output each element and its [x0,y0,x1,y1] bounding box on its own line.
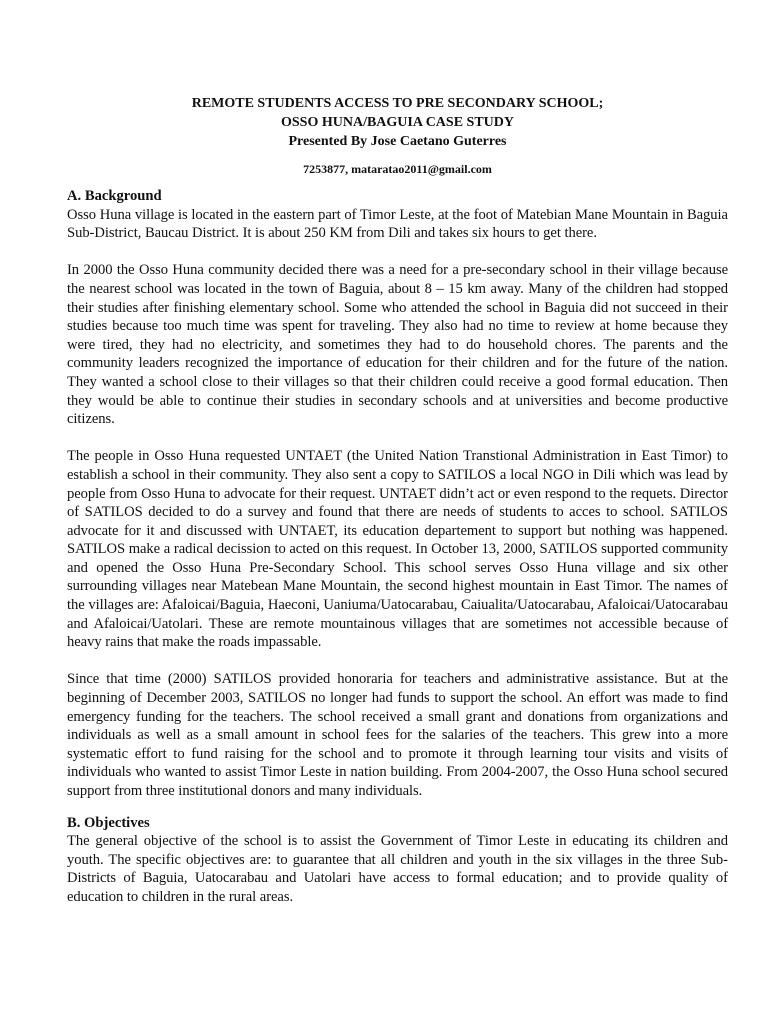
contact-info: 7253877, mataratao2011@gmail.com [303,162,492,176]
section-heading-background: A. Background [67,188,162,204]
title-line-3: Presented By Jose Caetano Guterres [288,134,507,149]
document-title [67,94,728,151]
background-paragraph-3: The people in Osso Huna requested UNTAET (the United Nation Transtional Administration in East Timor) to establish a school in their community. They also sent a copy to SATILOS a local NGO in Dili which was lead by people from Osso Huna to advocate for their request. UNTAET didn’t act or even respond to the requets. Director of SATILOS decided to do a survey and found that there are needs of students to acces to school. SATILOS advocate for it and discussed with UNTAET, its education departement to support but nothing was happened. SATILOS make a radical decission to acted on this request. In October 13, 2000, SATILOS supported community and opened the Osso Huna Pre-Secondary School. This school serves Osso Huna village and six other surrounding villages near Matebean Mane Mountain, the second highest mountain in East Timor. The names of the villages are: Afaloicai/Baguia, Haeconi, Uaniuma/Uatocarabau, Caiualita/Uatocarabau, Afaloicai/Uatocarabau and Afaloicai/Uatolari. These are remote mountainous villages that are sometimes not accessible because of heavy rains that make the roads impassable. [67,448,728,651]
objectives-paragraph-1: The general objective of the school is to assist the Government of Timor Leste in educating its children and youth. The specific objectives are: to guarantee that all children and youth in the six villages in the three Sub-Districts of Baguia, Uatocarabau and Uatolari have access to formal education; and to provide quality of education to children in the rural areas. [67,833,728,905]
background-paragraph-1: Osso Huna village is located in the eastern part of Timor Leste, at the foot of Matebian Mane Mountain in Baguia Sub-District, Baucau District. It is about 250 KM from Dili and takes six hours to get there. [67,206,728,242]
background-paragraph-2: In 2000 the Osso Huna community decided there was a need for a pre-secondary school in their village because the nearest school was located in the town of Baguia, about 8 – 15 km away. Many of the children had stopped their studies after finishing elementary school. Some who attended the school in Baguia did not succeed in their studies because too much time was spent for traveling. They also had no time to review at home because they were tired, they had no electricity, and sometimes they had to do household chores. The parents and the community leaders recognized the importance of education for their children and for the future of the nation. They wanted a school close to their villages so that their children could receive a good formal education. Then they would be able to continue their studies in secondary schools and at universities and become productive citizens. [67,262,728,428]
background-paragraph-4: Since that time (2000) SATILOS provided honoraria for teachers and administrative assistance. But at the beginning of December 2003, SATILOS no longer had funds to support the school. An effort was made to find emergency funding for the teachers. The school received a small grant and donations from organizations and individuals as well as a small amount in school fees for the salaries of the teachers. This grew into a more systematic effort to fund raising for the school and to promote it through learning tour visits and visits of individuals who wanted to assist Timor Leste in nation building. From 2004-2007, the Osso Huna school secured support from three institutional donors and many individuals. [67,671,728,799]
title-line-2: OSSO HUNA/BAGUIA CASE STUDY [281,115,514,130]
section-heading-objectives: B. Objectives [67,814,150,831]
title-line-1: REMOTE STUDENTS ACCESS TO PRE SECONDARY SCHOOL; [191,96,604,111]
